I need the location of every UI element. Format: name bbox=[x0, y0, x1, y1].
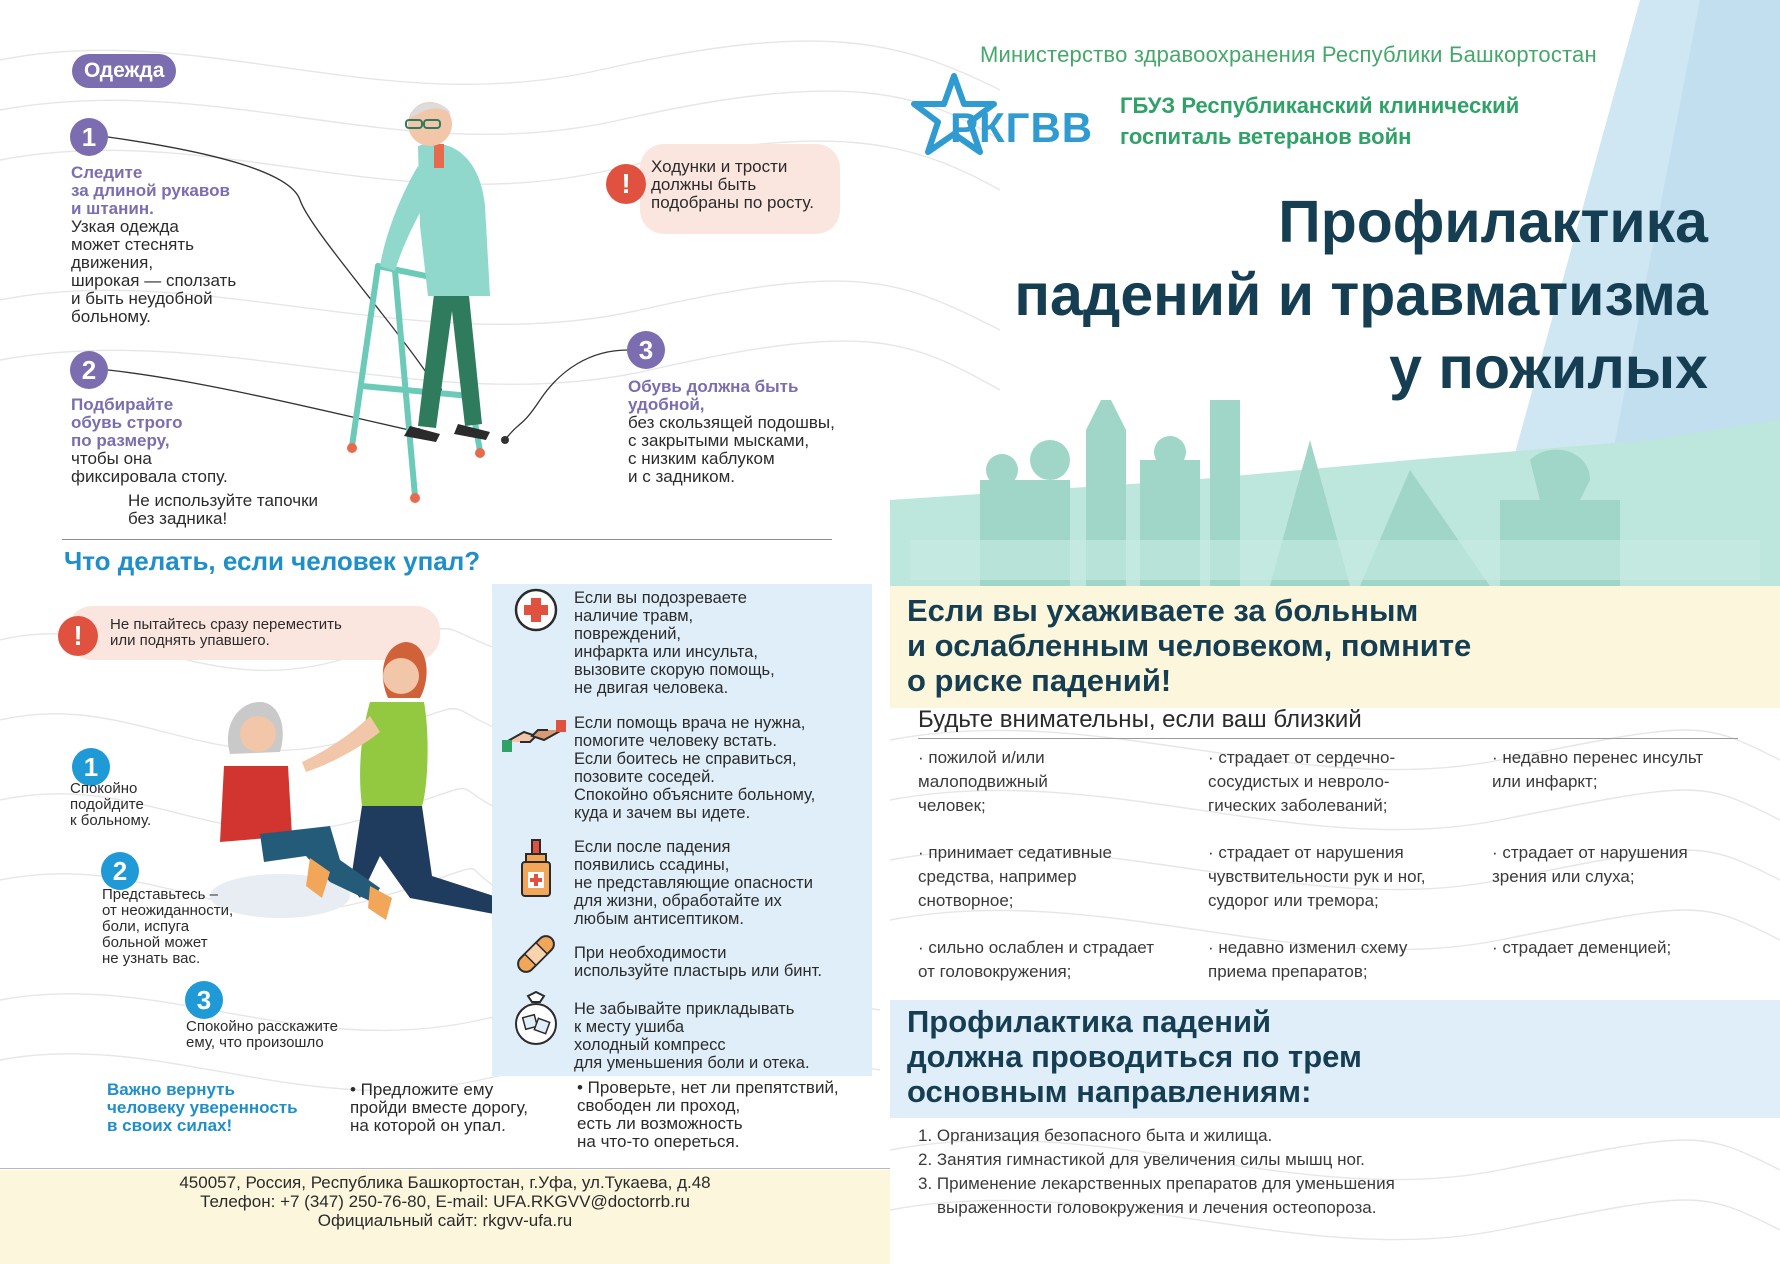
fallen-heading: Что делать, если человек упал? bbox=[64, 546, 481, 576]
antiseptic-bottle-icon bbox=[512, 838, 560, 900]
helping-hands-icon bbox=[502, 712, 566, 760]
tip-2-extra: Не используйте тапочки без задника! bbox=[128, 491, 319, 528]
step-3-number: 3 bbox=[185, 981, 223, 1019]
confidence-text: Важно вернуть человеку уверенность в своих силах! bbox=[107, 1080, 298, 1135]
main-title: Профилактика падений и травматизма у пожилых bbox=[1014, 189, 1708, 401]
tip-2 bbox=[71, 396, 228, 486]
attentive-heading: Будьте внимательны, если ваш близкий bbox=[918, 706, 1362, 733]
fallen-warning-text: Не пытайтесь сразу переместить или поднять упавшего. bbox=[110, 616, 342, 649]
medical-cross-icon bbox=[512, 586, 560, 634]
risk-item: · страдает от нарушения зрения или слуха; bbox=[1492, 843, 1688, 886]
help-item-antiseptic: Если после падения появились ссадины, не представляющие опасности для жизни, обработайте их любым антисептиком. bbox=[574, 838, 813, 928]
step-1-number: 1 bbox=[72, 748, 110, 786]
tip-1-number: 1 bbox=[70, 118, 108, 156]
offer-walk-text: • Предложите ему пройди вместе дорогу, на которой он упал. bbox=[350, 1080, 529, 1135]
risk-item: · недавно перенес инсульт или инфаркт; bbox=[1492, 748, 1704, 791]
care-title: Если вы ухаживаете за больным и ослабленным человеком, помните о риске падений! bbox=[907, 593, 1472, 698]
step-2-text: Представьтесь – от неожиданности, боли, испуга больной может не узнать вас. bbox=[102, 886, 234, 967]
org-name: ГБУЗ Республиканский клинический госпиталь ветеранов войн bbox=[1120, 93, 1520, 149]
bandage-icon bbox=[512, 930, 560, 978]
risk-item: · страдает от нарушения чувствительности рук и ног, судорог или тремора; bbox=[1208, 843, 1426, 910]
clothing-tag: Одежда bbox=[72, 54, 176, 88]
ministry-name: Министерство здравоохранения Республики Башкортостан bbox=[980, 42, 1597, 67]
caregiver-helping-illustration bbox=[210, 636, 505, 946]
footer-contacts: Телефон: +7 (347) 250-76-80, E-mail: UFA.RKGVV@doctorrb.ru bbox=[200, 1192, 690, 1211]
risk-item: · страдает от сердечно- сосудистых и невроло- гических заболеваний; bbox=[1208, 748, 1396, 815]
step-1-text: Спокойно подойдите к больному. bbox=[70, 780, 152, 829]
ice-pack-icon bbox=[512, 990, 560, 1048]
list-item: 2. Занятия гимнастикой для увеличения силы мышц ног. bbox=[918, 1150, 1365, 1169]
tip-2-title: Подбирайте обувь строго по размеру, bbox=[71, 395, 183, 450]
section-divider bbox=[62, 539, 832, 540]
tip-3 bbox=[628, 378, 835, 486]
tip-1-title: Следите за длиной рукавов и штанин. bbox=[71, 163, 230, 218]
tip-2-text: чтобы она фиксировала стопу. bbox=[71, 449, 228, 486]
list-item: выраженности головокружения и лечения остеопороза. bbox=[937, 1198, 1377, 1217]
risk-item: · недавно изменил схему приема препаратов; bbox=[1208, 938, 1408, 981]
footer-address: 450057, Россия, Республика Башкортостан, г.Уфа, ул.Тукаева, д.48 bbox=[179, 1173, 711, 1192]
walker-warning-text: Ходунки и трости должны быть подобраны по росту. bbox=[651, 157, 814, 212]
help-item-bandage: При необходимости используйте пластырь или бинт. bbox=[574, 944, 822, 980]
tip-1 bbox=[71, 164, 236, 326]
list-item: 1. Организация безопасного быта и жилища. bbox=[918, 1126, 1273, 1145]
risk-item: · пожилой и/или малоподвижный человек; bbox=[918, 748, 1048, 815]
help-item-stand-up: Если помощь врача не нужна, помогите человеку встать. Если боитесь не справиться, позовите соседей. Спокойно объясните больному, куда и зачем вы идете. bbox=[574, 714, 816, 822]
tip-1-text: Узкая одежда может стеснять движения, широкая — сползать и быть неудобной больному. bbox=[71, 217, 237, 326]
warning-icon: ! bbox=[58, 616, 98, 656]
tip-2-number: 2 bbox=[70, 351, 108, 389]
tip-3-text: без скользящей подошвы, с закрытыми мысками, с низким каблуком и с задником. bbox=[628, 413, 835, 486]
list-item: 3. Применение лекарственных препаратов для уменьшения bbox=[918, 1174, 1395, 1193]
help-item-cold-compress: Не забывайте прикладывать к месту ушиба холодный компресс для уменьшения боли и отека. bbox=[574, 1000, 810, 1072]
risk-item: · страдает деменцией; bbox=[1492, 938, 1672, 957]
footer-site[interactable]: Официальный сайт: rkgvv-ufa.ru bbox=[317, 1211, 573, 1230]
step-3-text: Спокойно расскажите ему, что произошло bbox=[186, 1018, 338, 1051]
footer-divider bbox=[0, 1168, 890, 1169]
tip-3-number: 3 bbox=[627, 331, 665, 369]
help-item-ambulance: Если вы подозреваете наличие травм, повреждений, инфаркта или инсульта, вызовите скорую помощь, не двигая человека. bbox=[574, 589, 775, 697]
prevention-list bbox=[918, 1124, 1478, 1220]
tip-3-title: Обувь должна быть удобной, bbox=[628, 377, 799, 414]
warning-icon: ! bbox=[606, 164, 646, 204]
step-2-number: 2 bbox=[101, 852, 139, 890]
attentive-divider bbox=[918, 738, 1738, 739]
logo-text: РКГВВ bbox=[950, 104, 1094, 151]
prevention-title: Профилактика падений должна проводиться по трем основным направлениям: bbox=[907, 1004, 1362, 1109]
city-skyline-illustration bbox=[890, 400, 1780, 586]
check-obstacles-text: • Проверьте, нет ли препятствий, свободен ли проход, есть ли возможность на что-то опереться. bbox=[577, 1078, 839, 1151]
risk-item: · сильно ослаблен и страдает от головокружения; bbox=[918, 938, 1154, 981]
elderly-man-walker-illustration bbox=[340, 96, 530, 506]
risk-item: · принимает седативные средства, например снотворное; bbox=[918, 843, 1112, 910]
